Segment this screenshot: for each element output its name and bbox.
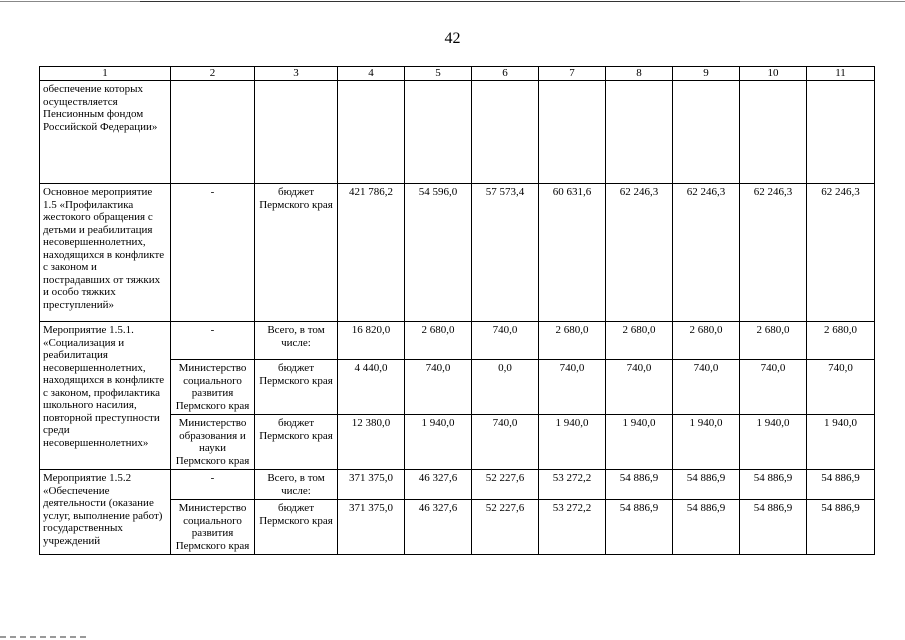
column-header: 7 <box>539 67 606 81</box>
empty-cell <box>740 81 807 184</box>
value-cell: 421 786,2 <box>338 184 405 322</box>
value-cell: 57 573,4 <box>472 184 539 322</box>
value-cell: 740,0 <box>539 360 606 415</box>
column-header: 5 <box>405 67 472 81</box>
empty-cell <box>255 81 338 184</box>
value-cell: 740,0 <box>740 360 807 415</box>
value-cell: 740,0 <box>807 360 875 415</box>
source-cell: Всего, в том числе: <box>255 322 338 360</box>
executor-cell: Министерство социального развития Пермского края <box>171 500 255 555</box>
table-row <box>40 470 875 500</box>
page-number: 42 <box>444 30 461 47</box>
value-cell: 1 940,0 <box>673 415 740 470</box>
value-cell: 1 940,0 <box>405 415 472 470</box>
scan-edge-mark <box>0 636 90 638</box>
value-cell: 60 631,6 <box>539 184 606 322</box>
value-cell: 62 246,3 <box>807 184 875 322</box>
column-header: 3 <box>255 67 338 81</box>
value-cell: 1 940,0 <box>539 415 606 470</box>
executor-cell: Министерство образования и науки Пермского края <box>171 415 255 470</box>
value-cell: 54 886,9 <box>673 500 740 555</box>
table-row <box>40 322 875 360</box>
value-cell: 46 327,6 <box>405 470 472 500</box>
column-header: 1 <box>40 67 171 81</box>
executor-cell: - <box>171 470 255 500</box>
measure-name-cell: Мероприятие 1.5.1. «Социализация и реабилитация несовершеннолетних, находящихся в конфликте с законом, профилактика школьного насилия, повторной преступности среди несовершеннолетних» <box>40 322 171 470</box>
column-header: 6 <box>472 67 539 81</box>
value-cell: 740,0 <box>472 415 539 470</box>
value-cell: 2 680,0 <box>673 322 740 360</box>
empty-cell <box>606 81 673 184</box>
empty-cell <box>338 81 405 184</box>
measure-name-cell: обеспечение которых осуществляется Пенсионным фондом Российской Федерации» <box>40 81 171 184</box>
table-row <box>40 184 875 322</box>
value-cell: 52 227,6 <box>472 500 539 555</box>
header-row <box>40 67 875 81</box>
value-cell: 54 886,9 <box>807 470 875 500</box>
value-cell: 2 680,0 <box>606 322 673 360</box>
value-cell: 53 272,2 <box>539 470 606 500</box>
column-header: 8 <box>606 67 673 81</box>
empty-cell <box>807 81 875 184</box>
value-cell: 1 940,0 <box>606 415 673 470</box>
value-cell: 0,0 <box>472 360 539 415</box>
value-cell: 54 886,9 <box>673 470 740 500</box>
value-cell: 46 327,6 <box>405 500 472 555</box>
source-cell: бюджет Пермского края <box>255 415 338 470</box>
value-cell: 1 940,0 <box>740 415 807 470</box>
value-cell: 54 886,9 <box>606 470 673 500</box>
value-cell: 62 246,3 <box>740 184 807 322</box>
value-cell: 1 940,0 <box>807 415 875 470</box>
empty-cell <box>539 81 606 184</box>
value-cell: 2 680,0 <box>405 322 472 360</box>
value-cell: 371 375,0 <box>338 470 405 500</box>
value-cell: 52 227,6 <box>472 470 539 500</box>
empty-cell <box>673 81 740 184</box>
measure-name-cell: Мероприятие 1.5.2 «Обеспечение деятельности (оказание услуг, выполнение работ) государственных учреждений <box>40 470 171 555</box>
value-cell: 740,0 <box>405 360 472 415</box>
value-cell: 54 886,9 <box>807 500 875 555</box>
value-cell: 740,0 <box>472 322 539 360</box>
source-cell: бюджет Пермского края <box>255 184 338 322</box>
column-header: 9 <box>673 67 740 81</box>
value-cell: 54 886,9 <box>740 500 807 555</box>
budget-table <box>39 66 875 555</box>
value-cell: 740,0 <box>673 360 740 415</box>
value-cell: 53 272,2 <box>539 500 606 555</box>
value-cell: 54 596,0 <box>405 184 472 322</box>
measure-name-cell: Основное мероприятие 1.5 «Профилактика жестокого обращения с детьми и реабилитация несовершеннолетних, находящихся в конфликте с законом и пострадавших от тяжких и особо тяжких преступлений» <box>40 184 171 322</box>
value-cell: 16 820,0 <box>338 322 405 360</box>
value-cell: 2 680,0 <box>740 322 807 360</box>
table-row <box>40 81 875 184</box>
source-cell: Всего, в том числе: <box>255 470 338 500</box>
column-header: 11 <box>807 67 875 81</box>
source-cell: бюджет Пермского края <box>255 500 338 555</box>
value-cell: 54 886,9 <box>606 500 673 555</box>
executor-cell: - <box>171 184 255 322</box>
value-cell: 371 375,0 <box>338 500 405 555</box>
value-cell: 4 440,0 <box>338 360 405 415</box>
value-cell: 740,0 <box>606 360 673 415</box>
column-header: 4 <box>338 67 405 81</box>
empty-cell <box>472 81 539 184</box>
value-cell: 54 886,9 <box>740 470 807 500</box>
column-header: 2 <box>171 67 255 81</box>
value-cell: 62 246,3 <box>606 184 673 322</box>
source-cell: бюджет Пермского края <box>255 360 338 415</box>
value-cell: 12 380,0 <box>338 415 405 470</box>
empty-cell <box>405 81 472 184</box>
column-header: 10 <box>740 67 807 81</box>
executor-cell: Министерство социального развития Пермского края <box>171 360 255 415</box>
value-cell: 2 680,0 <box>807 322 875 360</box>
empty-cell <box>171 81 255 184</box>
value-cell: 2 680,0 <box>539 322 606 360</box>
executor-cell: - <box>171 322 255 360</box>
top-rule <box>140 1 740 2</box>
value-cell: 62 246,3 <box>673 184 740 322</box>
